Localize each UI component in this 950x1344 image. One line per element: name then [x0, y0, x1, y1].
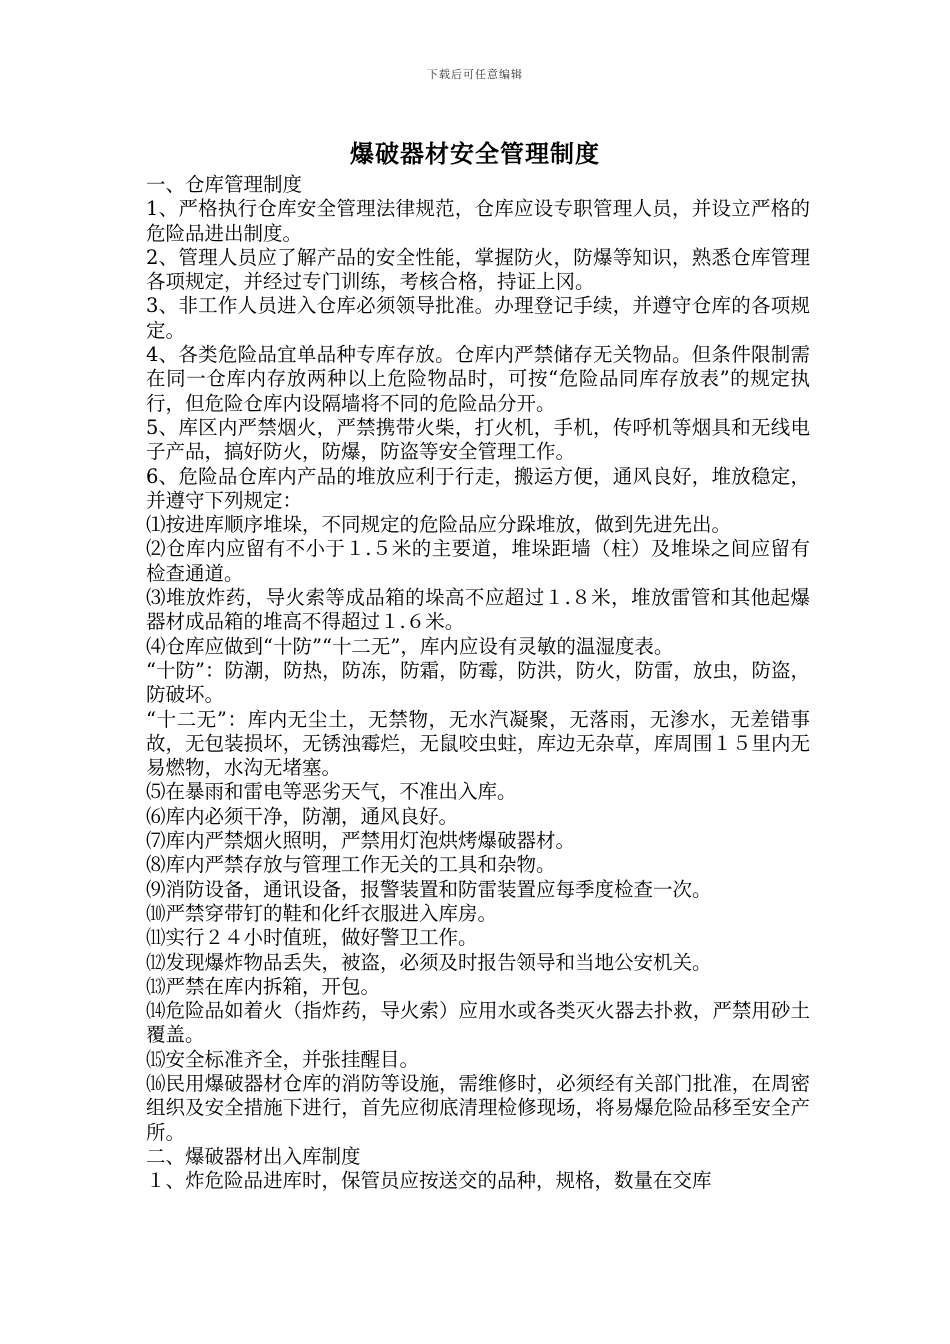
document-body [146, 173, 810, 1193]
document-title: 爆破器材安全管理制度 [350, 140, 600, 168]
paragraph: “十防”：防潮，防热，防冻，防霜，防霉，防洪，防火，防雷，放虫，防盗，防破坏。 [146, 658, 810, 707]
paragraph: 1、严格执行仓库安全管理法律规范，仓库应设专职管理人员，并设立严格的危险品进出制度。 [146, 197, 810, 245]
header-note: 下载后可任意编辑 [427, 68, 523, 81]
list-item: ⑶堆放炸药，导火索等成品箱的垛高不应超过１.８米，堆放雷管和其他起爆器材成品箱的堆高不得超过１.６米。 [146, 586, 810, 634]
list-item: ⑿发现爆炸物品丢失，被盗，必须及时报告领导和当地公安机关。 [146, 950, 712, 974]
paragraph: 3、非工作人员进入仓库必须领导批准。办理登记手续，并遵守仓库的各项规定。 [146, 294, 810, 342]
list-item: ⑴按进库顺序堆垛，不同规定的危险品应分跺堆放，做到先进先出。 [146, 513, 732, 537]
list-item: ⑾实行２４小时值班，做好警卫工作。 [146, 926, 478, 950]
list-item: ⒀严禁在库内拆箱，开包。 [146, 974, 381, 998]
paragraph: “十二无”：库内无尘土，无禁物，无水汽凝聚，无落雨，无渗水，无差错事故，无包装损坏，无锈浊霉烂，无鼠咬虫蛀，库边无杂草，库周围１５里内无易燃物，水沟无堵塞。 [146, 707, 810, 780]
paragraph: 6、危险品仓库内产品的堆放应利于行走，搬运方便，通风良好，堆放稳定，并遵守下列规定： [146, 464, 810, 512]
list-item: ⑽严禁穿带钉的鞋和化纤衣服进入库房。 [146, 901, 498, 925]
list-item: ⑻库内严禁存放与管理工作无关的工具和杂物。 [146, 853, 556, 877]
paragraph: １、炸危险品进库时，保管员应按送交的品种，规格，数量在交库 [146, 1169, 712, 1193]
paragraph: 4、各类危险品宜单品种专库存放。仓库内严禁储存无关物品。但条件限制需在同一仓库内存放两种以上危险物品时，可按“危险品同库存放表”的规定执行，但危险仓库内设隔墙将不同的危险品分开。 [146, 343, 810, 415]
paragraph: 5、库区内严禁烟火，严禁携带火柴，打火机，手机，传呼机等烟具和无线电子产品，搞好防火，防爆，防盗等安全管理工作。 [146, 415, 810, 464]
section-heading: 一、仓库管理制度 [146, 173, 303, 196]
list-item: ⒁危险品如着火（指炸药，导火索）应用水或各类灭火器去扑救，严禁用砂土覆盖。 [146, 999, 810, 1047]
paragraph: 2、管理人员应了解产品的安全性能，掌握防火，防爆等知识，熟悉仓库管理各项规定，并经过专门训练，考核合格，持证上冈。 [146, 245, 810, 294]
list-item: ⑺库内严禁烟火照明，严禁用灯泡烘烤爆破器材。 [146, 829, 576, 853]
section-heading: 二、爆破器材出入库制度 [146, 1144, 361, 1168]
list-item: ⑸在暴雨和雷电等恶劣天气，不准出入库。 [146, 780, 517, 804]
list-item: ⑹库内必须干净，防潮，通风良好。 [146, 804, 459, 828]
list-item: ⒂安全标准齐全，并张挂醒目。 [146, 1047, 420, 1071]
list-item: ⑷仓库应做到“十防”“十二无”，库内应设有灵敏的温湿度表。 [146, 634, 674, 658]
list-item: ⑵仓库内应留有不小于１.５米的主要道，堆垛距墙（柱）及堆垛之间应留有检查通道。 [146, 537, 810, 585]
list-item: ⑼消防设备，通讯设备，报警装置和防雷装置应每季度检查一次。 [146, 877, 712, 901]
list-item: ⒃民用爆破器材仓库的消防等设施，需维修时，必须经有关部门批准，在周密组织及安全措施下进行，首先应彻底清理检修现场，将易爆危险品移至安全产所。 [146, 1071, 810, 1144]
